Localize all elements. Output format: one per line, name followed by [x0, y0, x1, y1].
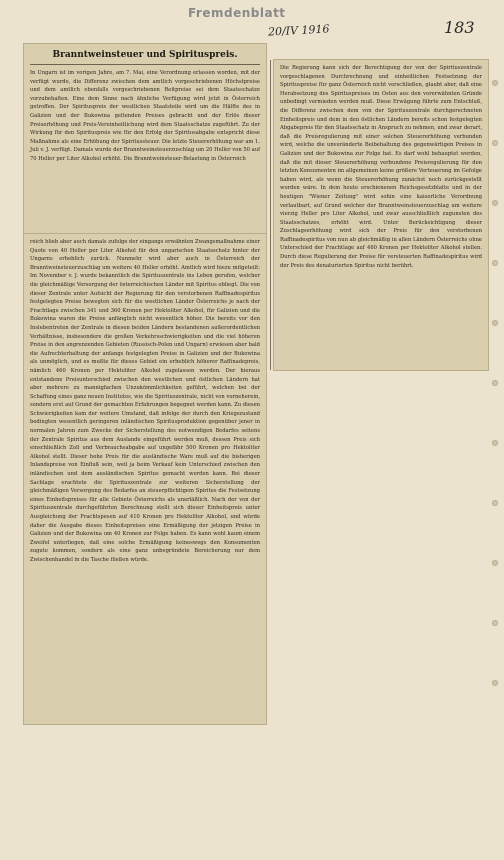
handwritten-page-number: 183	[444, 18, 475, 37]
binding-hole	[492, 500, 498, 506]
binding-hole	[492, 380, 498, 386]
binding-hole	[492, 140, 498, 146]
article-text-right: Die Regierung kann sich der Berechtigung der von der Spirituszentrale vorgeschlagenen Durchrechnung und einheitlichen Festsetzung der Spirituspreise für ganz Österreich nicht verschließen, glaubt aber, daß eine Herabsetzung des Spirituspreises im Osten aus den vorerwähnten Gründe unbedingt vermieden werden muß. Diese Erwägung führte zum Entschluß, die Differenz zwischen dem von der Spirituszentrale durchgerechneten Einheitspreis und dem in den östlichen Ländern bereits schon festgelegten Abgabepreis für den Staatsschatz in Anspruch zu nehmen, und zwar derart, daß die Preisregulierung mit einer solchen Steuererhöhung verbunden wird, welche die unveränderte Beibehaltung des gegenwärtigen Preises in Galizien und der Bukowina zur Folge hat. Es darf wohl behauptet werden, daß die mit dieser Steuererhöhung verbundene Preisregulierung für den letzten Konsumenten im allgemeinen keine größere Verteuerung im Gefolge haben wird, als wenn die Steuererhöhung zunächst noch zurückgestellt worden wäre. In dem heute erschienenen Reichsgesetzblatte und in der heutigen "Wiener Zeitung" wird sohin eine kaiserliche Verordnung verlautbart, auf Grund welcher der Branntweinsteuerzuschlag um weitere vierzig Heller pro Liter Alkohol, und zwar ausschließlich zugunsten des Staatsschatzes, erhöht wird. Unter Berücksichtigung dieser Zuschlagserhöhung wird sich der Preis für den verstorbenen Raffinadespiritus von nun ab gleichmäßig in allen Ländern Österreichs ohne Unterschied der Frachtlage auf 460 Kronen per Hektoliter Alkohol stellen. Durch diese Regulierung der Preise für versteuerten Raffinadespiritus wird der Preis des denaturierten Spiritus nicht berührt.	[280, 65, 482, 269]
binding-hole	[492, 680, 498, 686]
article-text-left-bottom: reich blieb aber auch damals zufolge der eingangs erwähnten Zwangsmaßnahme einer Quote von 40 Heller per Liter Alkohol für den ungarischen Staatsschatz hinter der Ungarns erheblich zurück. Nunmehr wird aber auch in Österreich der Branntweinsteuerzuschlag um weitere 40 Heller erhöht. Amtlich wird hiezu mitgeteilt: Im November v. J. wurde bekanntlich die Spirituszentrale ins Leben gerufen, welcher die gleichmäßige Versorgung der österreichischen Länder mit Spiritus obliegt. Die von dieser Zentrale unter Aufsicht der Regierung für den verstorbenen Raffinadespiritus festgelegten Preise bewegten sich für die westlichen Länder Österreichs je nach der Frachtlage zwischen 341 und 360 Kronen per Hektoliter Alkohol, für Galizien und die Bukowina waren die Preise anfänglich nicht wesentlich höher. Die bereits vor den Inslebentreten der Zentrale in diesen beiden Ländern bestandenen außerordentlichen Verhältnisse, insbesondere die großen Verkehrsschwierigkeiten und die viel höheren Preise in den angrenzenden Gebieten (Russisch-Polen und Ungarn) erwiesen aber bald die Aufrechterhaltung der anfangs festgelegten Preise in Galizien und der Bukowina als unmöglich, und es mußte für dieses Gebiet ein erheblich höherer Raffinadepreis, nämlich 460 Kronen per Hektoliter Alkohol zugelassen werden. Der hieraus entstandene Preisunterschied zwischen den westlichen und östlichen Ländern hat aber mehrere zu mannigfachen Unzukömmlichkeiten geführt, welchen bei der Schaffung eines ganz neuen Institutes, wie die Spirituszentrale, nicht von vorneherein, sondern erst auf Grund der gemachten Erfahrungen begegnet werden kann. Zu diesen Schwierigkeiten kam der weitere Umstand, daß infolge der durch den Kriegszustand bedingten wesentlich geringeren inländischen Spiritusproduktion gegenüber jener in normalen Jahren zum Zwecke der Sicherstellung des notwendigen Bedarfes seitens der Zentrale Spiritus aus dem Auslande eingeführt werden muß, dessen Preis sich einschließlich Zoll und Verbrauchsabgabe auf ungefähr 500 Kronen pro Hektoliter Alkohol stellt. Dieser hohe Preis für die ausländische Ware muß auf die bisherigen Inlandspreise von Einfluß sein, weil ja beim Verkauf kein Unterschied zwischen den inländischen und dem ausländischen Spiritus gemacht werden kann. Bei dieser Sachlage erachtete die Spirituszentrale zur weiteren Sicherstellung der gleichmäßigen Versorgung des Bedarfes an steuerpflichtigem Spiritus die Festsetzung eines Einheitspreises für alle Gebiete Österreichs als unerläßlich. Nach der von der Spirituszentrale durchgeführten Berechnung stellt sich dieser Einheitspreis unter Ausgleichung der Frachtspesen auf 410 Kronen pro Hektoliter Alkohol, und würde daher die Ausgabe dieses Einheitspreises eine Ermäßigung der jetzigen Preise in Galizien und der Bukowina um 40 Kronen zur Folge haben. Es kann wohl kaum einem Zweifel unterliegen, daß eine solche Ermäßigung keineswegs den Konsumenten zugute kommen, sondern als eine ganz unbegründete Bereicherung nur dem Zwischenhandel in die Tasche fließen würde.	[30, 239, 260, 563]
article-headline: Branntweinsteuer und Spirituspreis.	[30, 44, 260, 65]
binding-hole	[492, 200, 498, 206]
source-stamp: Fremdenblatt	[188, 6, 286, 20]
clipping-right	[274, 60, 488, 370]
binding-hole	[492, 80, 498, 86]
binding-holes	[492, 80, 500, 720]
binding-hole	[492, 260, 498, 266]
clipping-left-bottom	[24, 234, 266, 724]
handwritten-date: 20/IV 1916	[267, 22, 330, 39]
article-text-left-top: In Ungarn ist im vorigen Jahre, am 7. Mai, eine Verordnung erlassen worden, mit der verfügt wurde, die Differenz zwischen dem amtlich vorgeschriebenen Höchstpreise und dem amtlich ebenfalls vorgeschriebenen Reitpreise sei dem Staatsschatze vorzubehalten. Eine dem Sinne nach ähnliche Verfügung wird jetzt in Österreich getroffen. Der Spirituspreis der westlichen Staatsteile wird um die Hälfte des in Galizien und der Bukowina geltenden Preises gebracht und der Erlös dieser Preiserhöhung und Preis-Vereinheitlichung wird dem Staatsschatze zugeführt. Zu der Wirkung für den Spirituspreis wie für den Erfolg der Spiritusabgabe entspricht diese Maßnahme als eine Erhöhung der Spiritussteuer. Die letzte Steuererhöhung war am 1. Juli v. J. verfügt. Damals wurde der Branntweinsteuerzuschlag um 20 Heller von 50 auf 70 Heller per Liter Alkohol erhöht. Die Branntweinsteuer-Belastung in Österreich	[30, 70, 260, 162]
binding-hole	[492, 440, 498, 446]
clipping-left-top	[24, 44, 266, 234]
binding-hole	[492, 320, 498, 326]
column-divider	[270, 60, 271, 370]
binding-hole	[492, 620, 498, 626]
binding-hole	[492, 560, 498, 566]
